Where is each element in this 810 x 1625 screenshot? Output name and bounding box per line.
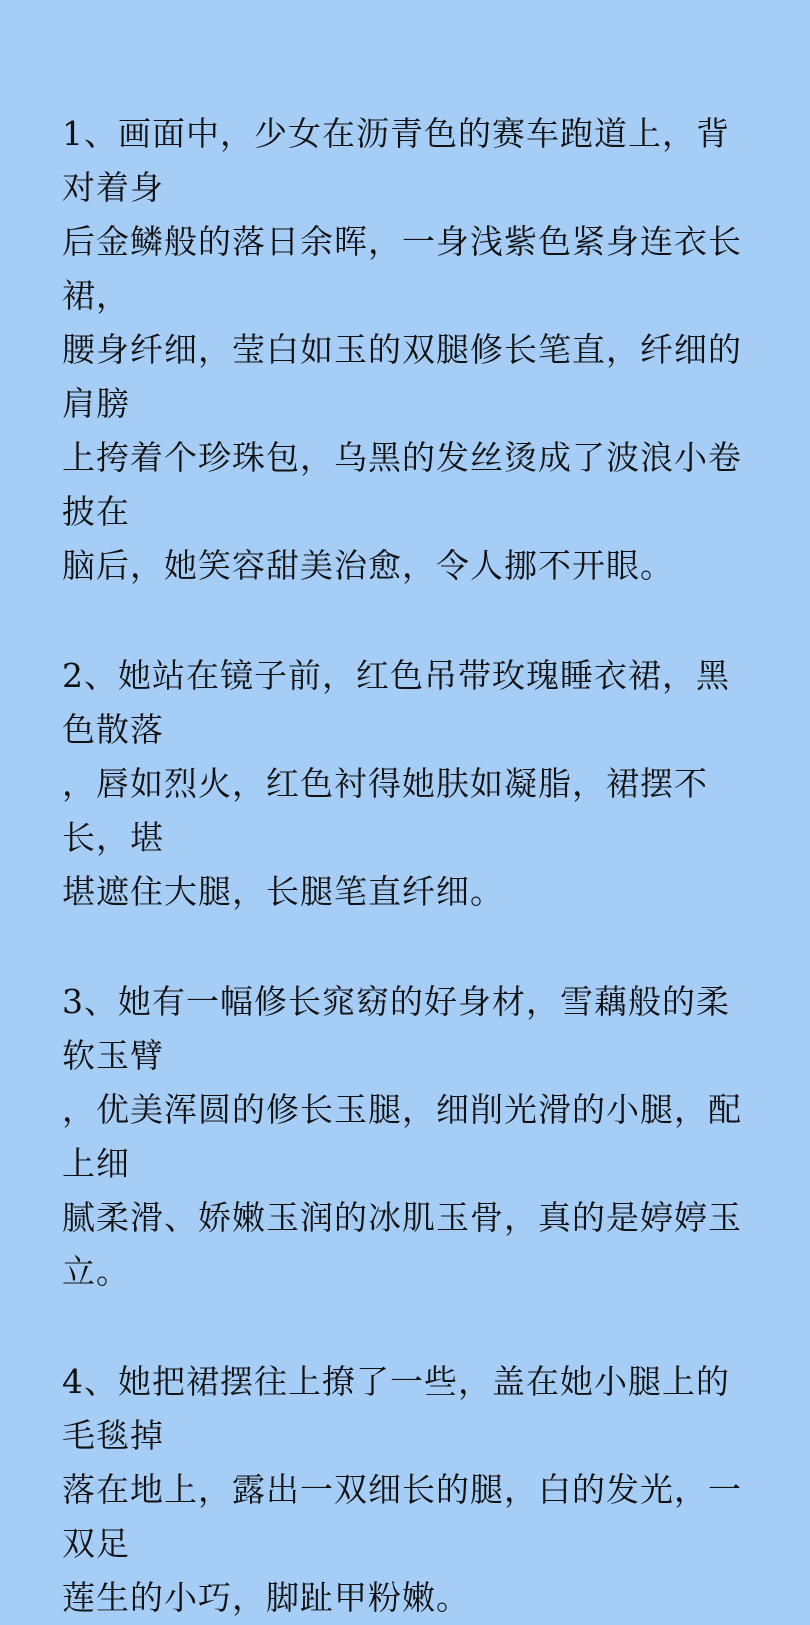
paragraph-2: 2、她站在镜子前，红色吊带玫瑰睡衣裙，黑色散落 ，唇如烈火，红色衬得她肤如凝脂，裙摆不长，堪 堪遮住大腿，长腿笔直纤细。 [62, 656, 730, 911]
paragraph-1: 1、画面中，少女在沥青色的赛车跑道上，背对着身 后金鳞般的落日余晖，一身浅紫色紧身连衣长裙， 腰身纤细，莹白如玉的双腿修长笔直，纤细的肩膀 上挎着个珍珠包，乌黑的发丝烫成了波浪小卷披在 脑后，她笑容甜美治愈，令人挪不开眼。 [62, 114, 742, 585]
paragraph-3: 3、她有一幅修长窕窈的好身材，雪藕般的柔软玉臂 ，优美浑圆的修长玉腿，细削光滑的小腿，配上细 腻柔滑、娇嫩玉润的冰肌玉骨，真的是婷婷玉立。 [62, 982, 742, 1291]
paragraph-4: 4、她把裙摆往上撩了一些，盖在她小腿上的毛毯掉 落在地上，露出一双细长的腿，白的发光，一双足 莲生的小巧，脚趾甲粉嫩。 [62, 1362, 742, 1617]
